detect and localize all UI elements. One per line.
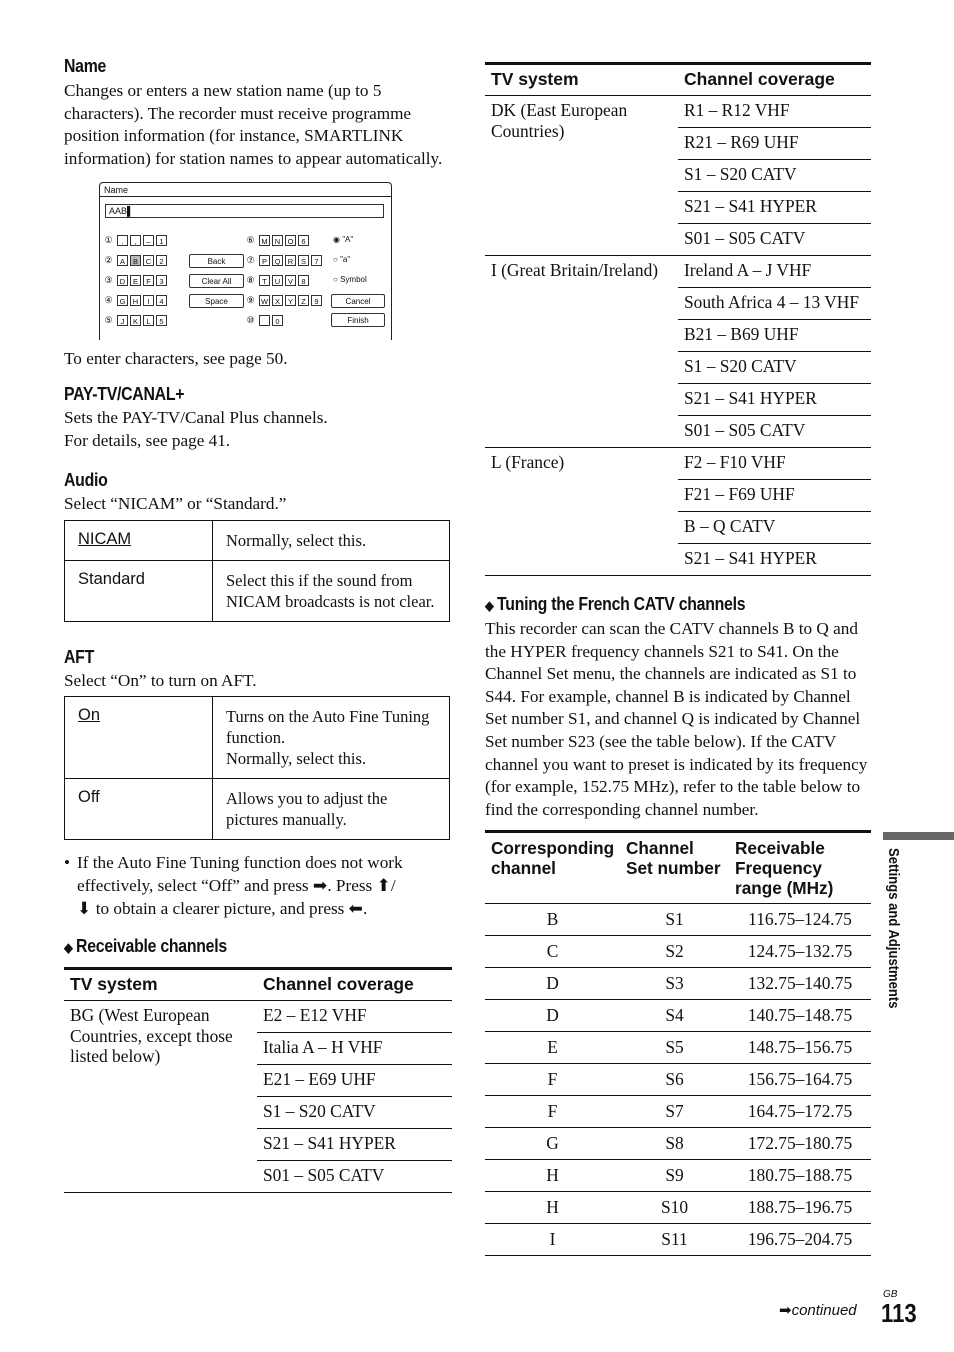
keypad-key: B	[130, 255, 141, 266]
diamond-icon: ◆	[485, 598, 494, 613]
channel-coverage-cell: Italia A – H VHF	[257, 1033, 452, 1065]
keypad-row-number: ⑦	[246, 255, 255, 266]
section-tab-label: Settings and Adjustments	[885, 848, 901, 1009]
col-tv-system: TV system	[64, 969, 257, 1001]
tv-system-cell: L (France)	[485, 448, 678, 576]
keypad-key: J	[117, 315, 128, 326]
aft-desc-on-2: Normally, select this.	[226, 749, 367, 769]
tv-system-cell: DK (East European Countries)	[485, 96, 678, 256]
channel-coverage-cell: S21 – S41 HYPER	[678, 192, 871, 224]
frequency-cell: 172.75–180.75	[729, 1128, 871, 1160]
channel-coverage-cell: S21 – S41 HYPER	[678, 384, 871, 416]
dialog-title: Name	[104, 185, 129, 196]
audio-heading: Audio	[64, 470, 108, 491]
table-row	[64, 1001, 452, 1033]
keypad-key: 6	[298, 235, 309, 246]
channel-cell: I	[485, 1224, 620, 1256]
keypad-key: D	[117, 275, 128, 286]
aft-note-list	[64, 852, 452, 920]
channel-set-cell: S10	[620, 1192, 729, 1224]
name-body: Changes or enters a new station name (up to 5 characters). The recorder must receive programme position information (for instance, SMARTLINK information) for station names to appear automatically.	[64, 81, 443, 168]
frequency-cell: 116.75–124.75	[729, 904, 871, 936]
channel-set-cell: S2	[620, 936, 729, 968]
channel-coverage-cell: S01 – S05 CATV	[678, 224, 871, 256]
region-label: GB	[883, 1289, 898, 1300]
keypad-row	[102, 315, 167, 326]
keypad-key: 8	[298, 275, 309, 286]
table-row	[485, 936, 871, 968]
radio-icon: ○	[333, 275, 338, 285]
paytv-line1: Sets the PAY-TV/Canal Plus channels.	[64, 407, 328, 427]
dialog-radio-lower: ○ "a"	[333, 255, 351, 265]
table-row	[65, 779, 450, 840]
keypad-key: P	[259, 255, 270, 266]
keypad-key: L	[143, 315, 154, 326]
keypad-key: G	[117, 295, 128, 306]
dialog-finish-button: Finish	[331, 313, 385, 327]
channel-set-cell: S6	[620, 1064, 729, 1096]
keypad-key: 2	[156, 255, 167, 266]
channel-cell: F	[485, 1096, 620, 1128]
table-row	[485, 1032, 871, 1064]
keypad-key: A	[117, 255, 128, 266]
channel-coverage-cell: Ireland A – J VHF	[678, 256, 871, 288]
keypad-key: H	[130, 295, 141, 306]
channel-cell: F	[485, 1064, 620, 1096]
col-channel-set-number: Channel Set number	[620, 832, 729, 904]
keypad-key: F	[143, 275, 154, 286]
frequency-cell: 188.75–196.75	[729, 1192, 871, 1224]
table-row	[485, 1096, 871, 1128]
keypad-row	[102, 255, 167, 266]
arrow-up-icon: ⬆	[376, 875, 391, 895]
channel-set-cell: S5	[620, 1032, 729, 1064]
coverage-table	[485, 62, 871, 576]
right-column	[485, 62, 871, 1256]
table-row	[65, 560, 450, 621]
channel-coverage-cell: E21 – E69 UHF	[257, 1065, 452, 1097]
table-row	[485, 448, 871, 480]
arrow-right-icon: ➡	[312, 875, 328, 895]
keypad-key: K	[130, 315, 141, 326]
radio-selected-icon: ◉	[333, 235, 340, 245]
table-row	[485, 1192, 871, 1224]
keypad-row	[102, 235, 167, 246]
arrow-down-icon: ⬇	[77, 898, 92, 918]
channel-coverage-cell: S21 – S41 HYPER	[678, 544, 871, 576]
channel-set-cell: S8	[620, 1128, 729, 1160]
dialog-clear-all-button: Clear All	[189, 274, 244, 288]
diamond-icon: ◆	[64, 940, 73, 956]
name-heading: Name	[64, 56, 107, 76]
keypad-row	[244, 235, 309, 246]
table-row	[485, 1224, 871, 1256]
french-body: This recorder can scan the CATV channels B to Q and the HYPER frequency channels S21 to S41. On the Channel Set menu, the channels are indicated as S1 to S44. For example, channel B is indicated by Channel Set number S1, and channel Q is indicated by Channel Set number S23 (see the table below). If the CATV channel you want to preset is indicated by its frequency (for example, 152.75 MHz), refer to the table below to find the corresponding channel number.	[485, 619, 868, 819]
keypad-key: C	[143, 255, 154, 266]
keypad-row	[102, 275, 167, 286]
channel-coverage-cell: F21 – F69 UHF	[678, 480, 871, 512]
channel-coverage-cell: F2 – F10 VHF	[678, 448, 871, 480]
keypad-key: T	[259, 275, 270, 286]
table-row	[485, 968, 871, 1000]
audio-desc-nicam: Normally, select this.	[213, 520, 450, 560]
dialog-name-value: AAB	[109, 206, 128, 217]
left-column	[64, 56, 452, 1193]
paytv-line2: For details, see page 41.	[64, 430, 231, 450]
keypad-row	[244, 295, 322, 306]
keypad-key: I	[143, 295, 154, 306]
keypad-key: ,	[130, 235, 141, 246]
keypad-key: R	[285, 255, 296, 266]
col-channel-coverage: Channel coverage	[257, 969, 452, 1001]
table-row	[65, 520, 450, 560]
channel-set-cell: S11	[620, 1224, 729, 1256]
channel-coverage-cell: B – Q CATV	[678, 512, 871, 544]
continued-label: ➡continued	[779, 1302, 857, 1319]
keypad-key: 9	[311, 295, 322, 306]
frequency-cell: 132.75–140.75	[729, 968, 871, 1000]
keypad-row-number: ⑤	[104, 315, 113, 326]
name-after-text: To enter characters, see page 50.	[64, 349, 288, 369]
paytv-heading: PAY-TV/CANAL+	[64, 383, 185, 404]
keypad-row	[102, 295, 167, 306]
tv-system-cell: BG (West European Countries, except those listed below)	[64, 1001, 257, 1193]
channel-coverage-cell: R1 – R12 VHF	[678, 96, 871, 128]
aft-desc-on-1: Turns on the Auto Fine Tuning function.	[226, 707, 430, 748]
keypad-key: E	[130, 275, 141, 286]
table-row	[485, 1128, 871, 1160]
receivable-heading: ◆ Receivable channels	[64, 936, 227, 957]
table-row	[65, 697, 450, 779]
keypad-key: S	[298, 255, 309, 266]
frequency-cell: 124.75–132.75	[729, 936, 871, 968]
tv-system-cell: I (Great Britain/Ireland)	[485, 256, 678, 448]
frequency-cell: 148.75–156.75	[729, 1032, 871, 1064]
section-tab-bar	[883, 832, 954, 840]
keypad-key: X	[272, 295, 283, 306]
table-row	[485, 256, 871, 288]
arrow-right-icon: ➡	[779, 1302, 792, 1319]
table-row	[485, 1064, 871, 1096]
dialog-cancel-button: Cancel	[331, 294, 385, 308]
aft-intro: Select “On” to turn on AFT.	[64, 670, 257, 690]
channel-coverage-cell: S1 – S20 CATV	[678, 160, 871, 192]
channel-set-cell: S9	[620, 1160, 729, 1192]
dialog-radio-upper: ◉ "A"	[333, 235, 354, 245]
channel-cell: G	[485, 1128, 620, 1160]
aft-desc-off: Allows you to adjust the pictures manually.	[226, 789, 388, 830]
keypad-key: Z	[298, 295, 309, 306]
keypad-row	[244, 315, 283, 326]
keypad-key: W	[260, 297, 269, 307]
frequency-table-body	[485, 904, 871, 1256]
audio-table	[64, 520, 450, 622]
keypad-row-number: ②	[104, 255, 113, 266]
channel-coverage-cell: S1 – S20 CATV	[678, 352, 871, 384]
receivable-table-body	[64, 1001, 452, 1193]
channel-coverage-cell: S21 – S41 HYPER	[257, 1129, 452, 1161]
channel-cell: D	[485, 1000, 620, 1032]
audio-opt-standard: Standard	[65, 560, 213, 621]
keypad-key: 3	[156, 275, 167, 286]
channel-coverage-cell: South Africa 4 – 13 VHF	[678, 288, 871, 320]
channel-coverage-cell: B21 – B69 UHF	[678, 320, 871, 352]
col-frequency-range: Receivable Frequency range (MHz)	[729, 832, 871, 904]
dialog-space-button: Space	[189, 294, 244, 308]
channel-cell: D	[485, 968, 620, 1000]
channel-cell: H	[485, 1160, 620, 1192]
channel-coverage-cell: S1 – S20 CATV	[257, 1097, 452, 1129]
aft-opt-on: On	[78, 706, 101, 725]
keypad-key: N	[272, 235, 283, 246]
keypad-row-number: ⑥	[246, 235, 255, 246]
keypad-key: .	[117, 235, 128, 246]
channel-cell: C	[485, 936, 620, 968]
keypad-key: 1	[156, 235, 167, 246]
frequency-cell: 180.75–188.75	[729, 1160, 871, 1192]
cursor-icon: ▌	[127, 206, 134, 217]
channel-set-cell: S4	[620, 1000, 729, 1032]
name-dialog-illustration	[99, 182, 392, 340]
aft-heading: AFT	[64, 646, 95, 667]
table-row	[485, 96, 871, 128]
keypad-key: _	[259, 315, 270, 326]
keypad-row	[244, 275, 309, 286]
channel-coverage-cell: R21 – R69 UHF	[678, 128, 871, 160]
keypad-key: V	[285, 275, 296, 286]
keypad-key: M	[259, 235, 270, 246]
frequency-table	[485, 830, 871, 1256]
audio-desc-standard: Select this if the sound from NICAM broadcasts is not clear.	[226, 570, 435, 611]
arrow-left-icon: ⬅	[348, 898, 364, 918]
frequency-cell: 164.75–172.75	[729, 1096, 871, 1128]
aft-table	[64, 696, 450, 840]
frequency-cell: 156.75–164.75	[729, 1064, 871, 1096]
dialog-radio-symbol: ○ Symbol	[333, 275, 367, 285]
table-row	[485, 1160, 871, 1192]
channel-cell: E	[485, 1032, 620, 1064]
keypad-row-number: ①	[104, 235, 113, 246]
channel-coverage-cell: E2 – E12 VHF	[257, 1001, 452, 1033]
receivable-table	[64, 967, 452, 1193]
keypad-row-number: ⑧	[246, 275, 255, 286]
aft-note: • If the Auto Fine Tuning function does not work effectively, select “Off” and press ➡. Press ⬆/ ⬇ to obtain a clearer picture, and press ⬅.	[77, 852, 452, 920]
keypad-key: O	[285, 235, 296, 246]
keypad-key: –	[143, 235, 154, 246]
col-corresponding-channel: Corresponding channel	[485, 832, 620, 904]
keypad-row-number: ④	[104, 295, 113, 306]
table-row	[485, 904, 871, 936]
page-number: 113	[881, 1298, 917, 1328]
frequency-cell: 196.75–204.75	[729, 1224, 871, 1256]
keypad-key: Q	[272, 255, 283, 266]
coverage-table-body	[485, 96, 871, 576]
aft-opt-off: Off	[65, 779, 213, 840]
french-heading: ◆ Tuning the French CATV channels	[485, 594, 746, 614]
channel-set-cell: S7	[620, 1096, 729, 1128]
keypad-key: 5	[156, 315, 167, 326]
dialog-name-field	[105, 204, 384, 218]
channel-set-cell: S1	[620, 904, 729, 936]
channel-coverage-cell: S01 – S05 CATV	[678, 416, 871, 448]
keypad-key: Y	[285, 295, 296, 306]
channel-cell: B	[485, 904, 620, 936]
keypad-key: U	[272, 275, 283, 286]
col-tv-system: TV system	[485, 64, 678, 96]
col-channel-coverage: Channel coverage	[678, 64, 871, 96]
audio-opt-nicam: NICAM	[78, 529, 132, 548]
keypad-row-number: ⑨	[246, 295, 255, 306]
channel-coverage-cell: S01 – S05 CATV	[257, 1161, 452, 1193]
table-row	[485, 1000, 871, 1032]
keypad-key: 4	[156, 295, 167, 306]
keypad-key: 0	[272, 315, 283, 326]
dialog-divider	[100, 196, 391, 197]
radio-icon: ○	[333, 255, 338, 265]
keypad-row-number: ⑩	[246, 315, 255, 326]
audio-intro: Select “NICAM” or “Standard.”	[64, 494, 287, 514]
channel-set-cell: S3	[620, 968, 729, 1000]
keypad-row-number: ③	[104, 275, 113, 286]
keypad-row	[244, 255, 322, 266]
frequency-cell: 140.75–148.75	[729, 1000, 871, 1032]
keypad-key: 7	[311, 255, 322, 266]
channel-cell: H	[485, 1192, 620, 1224]
dialog-back-button: Back	[189, 254, 244, 268]
